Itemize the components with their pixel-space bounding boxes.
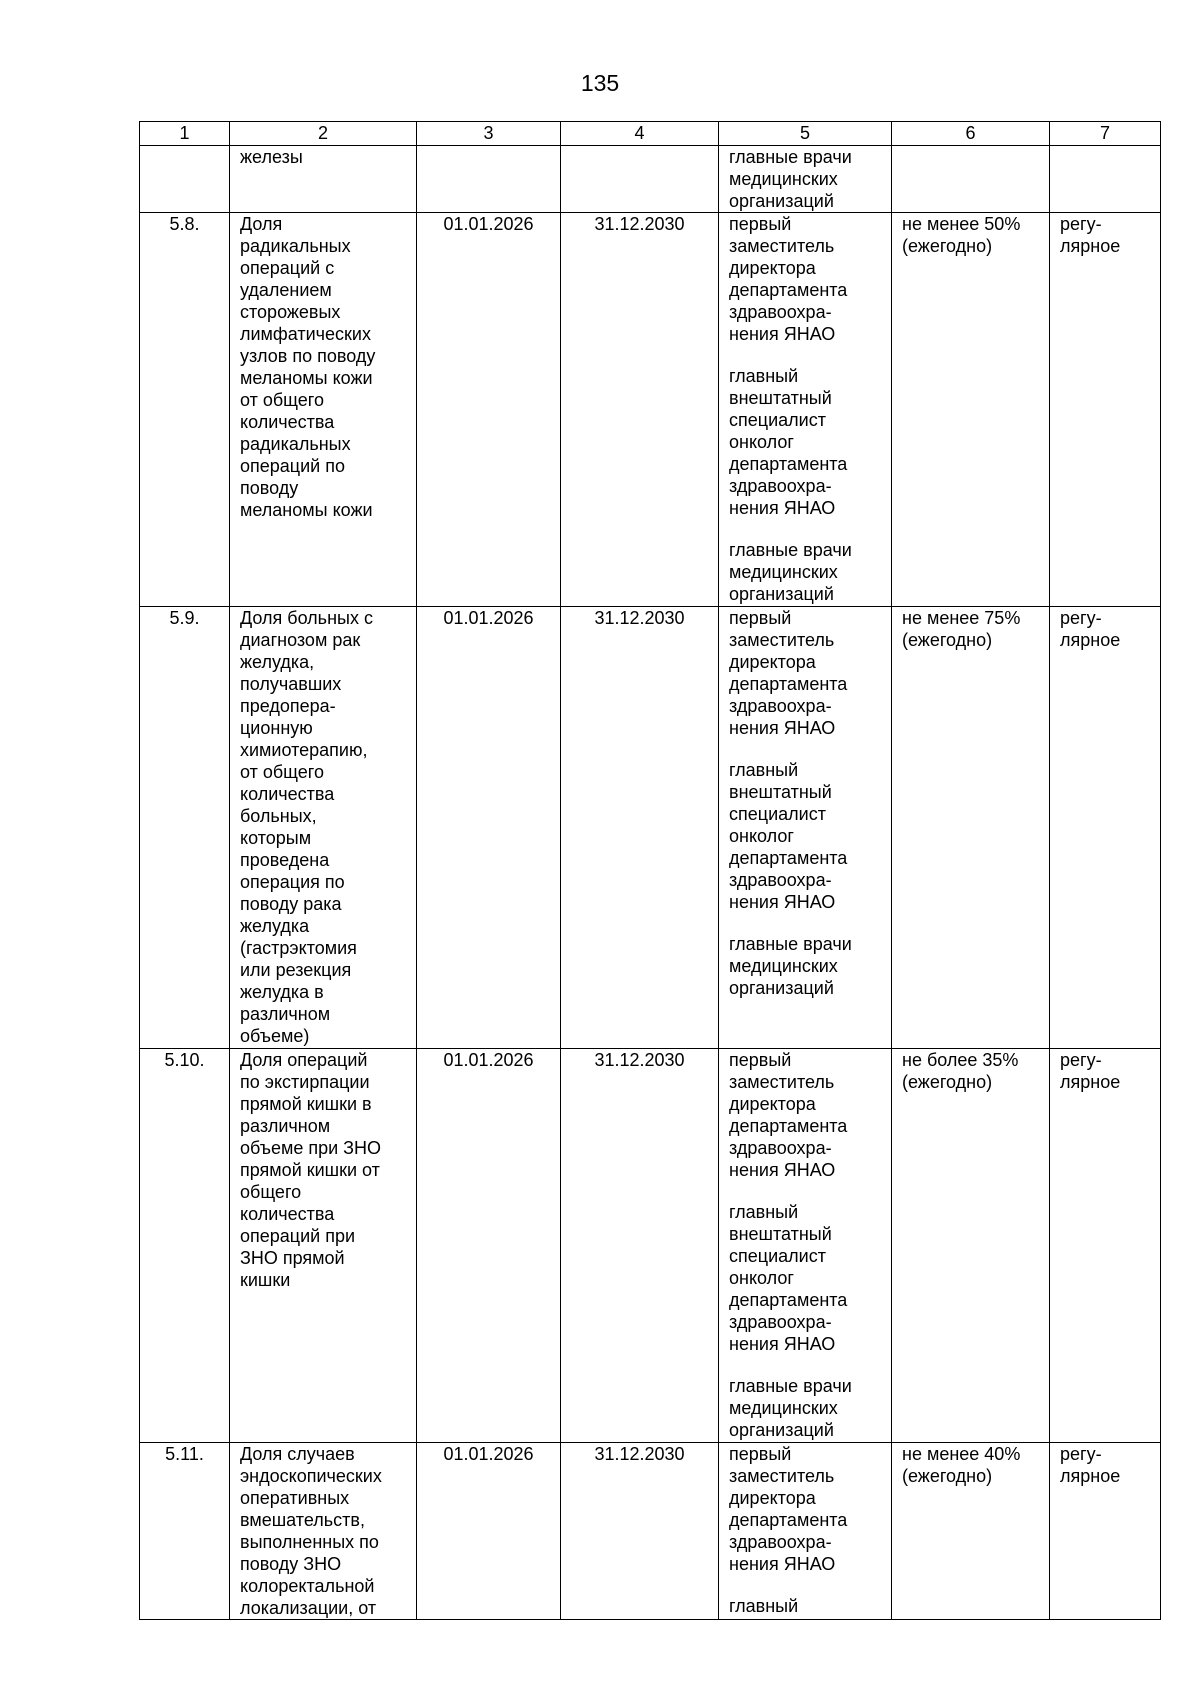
indicator-cell [230, 213, 417, 607]
text-line: департамента [729, 454, 848, 474]
text-line: медицинских [729, 956, 838, 976]
text-line: лярное [1060, 630, 1121, 650]
text-line: онколог [729, 826, 794, 846]
text-line: проведена [240, 850, 330, 870]
text-line: главные врачи [729, 934, 852, 954]
paragraph-gap [729, 913, 885, 933]
indicator-cell [230, 607, 417, 1049]
text-line: директора [729, 258, 816, 278]
text-line: регу- [1060, 1050, 1102, 1070]
paragraph-gap [729, 1181, 885, 1201]
text-line: кишки [240, 1270, 291, 1290]
paragraph-gap [729, 519, 885, 539]
text-line: главный [729, 366, 799, 386]
start-date-cell [417, 146, 561, 213]
text-line: (гастрэктомия [240, 938, 357, 958]
indicator-cell [230, 1049, 417, 1443]
text-line: департамента [729, 280, 848, 300]
frequency-cell [1050, 1049, 1161, 1443]
text-line: департамента [729, 1510, 848, 1530]
text-line: онколог [729, 432, 794, 452]
text-line: нения ЯНАО [729, 1554, 836, 1574]
text-line: радикальных [240, 434, 351, 454]
responsible-cell [719, 607, 892, 1049]
text-line: специалист [729, 1246, 826, 1266]
text-line: объеме при ЗНО [240, 1138, 382, 1158]
text-line: различном [240, 1004, 331, 1024]
text-line: объеме) [240, 1026, 310, 1046]
text-line: количества [240, 412, 335, 432]
text-line: внештатный [729, 782, 832, 802]
text-line: оперативных [240, 1488, 350, 1508]
table-row [140, 213, 1161, 607]
row-number-cell [140, 146, 230, 213]
indicator-cell [230, 146, 417, 213]
text-line: здравоохра- [729, 696, 832, 716]
text-line: директора [729, 652, 816, 672]
text-line: (ежегодно) [902, 236, 993, 256]
text-line: внештатный [729, 388, 832, 408]
text-line: организаций [729, 191, 834, 211]
target-cell [892, 213, 1050, 607]
text-line: по экстирпации [240, 1072, 370, 1092]
text-line: удалением [240, 280, 332, 300]
text-line: желудка в [240, 982, 324, 1002]
text-line: внештатный [729, 1224, 832, 1244]
text-line: главные врачи [729, 540, 852, 560]
text-line: больных, [240, 806, 317, 826]
text-line: нения ЯНАО [729, 1160, 836, 1180]
text-line: первый [729, 214, 792, 234]
text-line: (ежегодно) [902, 630, 993, 650]
text-line: здравоохра- [729, 476, 832, 496]
text-line: количества [240, 1204, 335, 1224]
text-line: онколог [729, 1268, 794, 1288]
text-line: сторожевых [240, 302, 341, 322]
text-line: здравоохра- [729, 1138, 832, 1158]
end-date-cell: 31.12.2030 [561, 1049, 719, 1443]
target-cell [892, 1049, 1050, 1443]
paragraph-gap [729, 1575, 885, 1595]
column-header: 4 [561, 122, 719, 146]
text-line: поводу [240, 478, 299, 498]
text-line: выполненных по [240, 1532, 379, 1552]
start-date-cell: 01.01.2026 [417, 1049, 561, 1443]
target-cell [892, 607, 1050, 1049]
text-line: департамента [729, 674, 848, 694]
paragraph-gap [729, 1355, 885, 1375]
text-line: здравоохра- [729, 1312, 832, 1332]
text-line: организаций [729, 1420, 834, 1440]
row-number-cell: 5.8. [140, 213, 230, 607]
target-cell [892, 1443, 1050, 1620]
text-line: железы [240, 147, 303, 167]
text-line: не более 35% [902, 1050, 1019, 1070]
text-line: которым [240, 828, 312, 848]
text-line: нения ЯНАО [729, 498, 836, 518]
indicator-cell [230, 1443, 417, 1620]
text-line: диагнозом рак [240, 630, 361, 650]
row-number-cell: 5.9. [140, 607, 230, 1049]
end-date-cell: 31.12.2030 [561, 607, 719, 1049]
column-header: 1 [140, 122, 230, 146]
text-line: операций по [240, 456, 345, 476]
text-line: операция по [240, 872, 345, 892]
text-line: нения ЯНАО [729, 324, 836, 344]
text-line: первый [729, 1444, 792, 1464]
text-line: поводу ЗНО [240, 1554, 342, 1574]
text-line: общего [240, 1182, 302, 1202]
column-header: 3 [417, 122, 561, 146]
text-line: медицинских [729, 562, 838, 582]
text-line: главный [729, 1596, 799, 1616]
table-row [140, 146, 1161, 213]
text-line: здравоохра- [729, 1532, 832, 1552]
text-line: специалист [729, 410, 826, 430]
text-line: поводу рака [240, 894, 342, 914]
text-line: различном [240, 1116, 331, 1136]
text-line: нения ЯНАО [729, 892, 836, 912]
end-date-cell: 31.12.2030 [561, 213, 719, 607]
text-line: получавших [240, 674, 342, 694]
text-line: (ежегодно) [902, 1466, 993, 1486]
text-line: главный [729, 760, 799, 780]
page-number: 135 [580, 70, 620, 96]
text-line: прямой кишки в [240, 1094, 372, 1114]
text-line: регу- [1060, 214, 1102, 234]
text-line: заместитель [729, 1466, 835, 1486]
responsible-cell [719, 146, 892, 213]
text-line: нения ЯНАО [729, 718, 836, 738]
text-line: не менее 50% [902, 214, 1021, 234]
table-row [140, 1049, 1161, 1443]
text-line: эндоскопических [240, 1466, 382, 1486]
text-line: радикальных [240, 236, 351, 256]
text-line: локализации, от [240, 1598, 377, 1618]
text-line: директора [729, 1488, 816, 1508]
text-line: заместитель [729, 236, 835, 256]
column-header: 2 [230, 122, 417, 146]
text-line: организаций [729, 978, 834, 998]
text-line: главные врачи [729, 147, 852, 167]
text-line: департамента [729, 848, 848, 868]
text-line: или резекция [240, 960, 352, 980]
text-line: ционную [240, 718, 313, 738]
text-line: меланомы кожи [240, 500, 373, 520]
text-line: лярное [1060, 1072, 1121, 1092]
responsible-cell [719, 1443, 892, 1620]
text-line: Доля операций [240, 1050, 368, 1070]
text-line: желудка, [240, 652, 315, 672]
frequency-cell [1050, 213, 1161, 607]
text-line: регу- [1060, 1444, 1102, 1464]
text-line: медицинских [729, 1398, 838, 1418]
start-date-cell: 01.01.2026 [417, 1443, 561, 1620]
start-date-cell: 01.01.2026 [417, 607, 561, 1049]
paragraph-gap [729, 739, 885, 759]
text-line: не менее 75% [902, 608, 1021, 628]
text-line: заместитель [729, 630, 835, 650]
text-line: организаций [729, 584, 834, 604]
text-line: предопера- [240, 696, 336, 716]
frequency-cell [1050, 146, 1161, 213]
text-line: лярное [1060, 1466, 1121, 1486]
text-line: здравоохра- [729, 870, 832, 890]
responsible-cell [719, 213, 892, 607]
text-line: Доля [240, 214, 283, 234]
responsible-cell [719, 1049, 892, 1443]
text-line: здравоохра- [729, 302, 832, 322]
start-date-cell: 01.01.2026 [417, 213, 561, 607]
text-line: узлов по поводу [240, 346, 376, 366]
row-number-cell: 5.11. [140, 1443, 230, 1620]
column-header: 7 [1050, 122, 1161, 146]
text-line: желудка [240, 916, 310, 936]
end-date-cell [561, 146, 719, 213]
text-line: медицинских [729, 169, 838, 189]
paragraph-gap [729, 345, 885, 365]
frequency-cell [1050, 607, 1161, 1049]
text-line: вмешательств, [240, 1510, 365, 1530]
text-line: департамента [729, 1116, 848, 1136]
text-line: заместитель [729, 1072, 835, 1092]
column-header: 5 [719, 122, 892, 146]
text-line: директора [729, 1094, 816, 1114]
text-line: регу- [1060, 608, 1102, 628]
text-line: нения ЯНАО [729, 1334, 836, 1354]
text-line: ЗНО прямой [240, 1248, 345, 1268]
text-line: первый [729, 608, 792, 628]
text-line: количества [240, 784, 335, 804]
text-line: прямой кишки от [240, 1160, 380, 1180]
text-line: не менее 40% [902, 1444, 1021, 1464]
text-line: главный [729, 1202, 799, 1222]
target-cell [892, 146, 1050, 213]
text-line: Доля случаев [240, 1444, 355, 1464]
text-line: операций с [240, 258, 335, 278]
text-line: (ежегодно) [902, 1072, 993, 1092]
end-date-cell: 31.12.2030 [561, 1443, 719, 1620]
row-number-cell: 5.10. [140, 1049, 230, 1443]
table-header-row [140, 122, 1161, 146]
column-header: 6 [892, 122, 1050, 146]
text-line: меланомы кожи [240, 368, 373, 388]
text-line: химиотерапию, [240, 740, 368, 760]
frequency-cell [1050, 1443, 1161, 1620]
text-line: операций при [240, 1226, 356, 1246]
indicators-table [139, 121, 1161, 1620]
text-line: специалист [729, 804, 826, 824]
text-line: лимфатических [240, 324, 371, 344]
text-line: лярное [1060, 236, 1121, 256]
table-row [140, 607, 1161, 1049]
text-line: главные врачи [729, 1376, 852, 1396]
text-line: первый [729, 1050, 792, 1070]
text-line: колоректальной [240, 1576, 375, 1596]
text-line: департамента [729, 1290, 848, 1310]
text-line: Доля больных с [240, 608, 373, 628]
table-row [140, 1443, 1161, 1620]
text-line: от общего [240, 390, 324, 410]
text-line: от общего [240, 762, 324, 782]
